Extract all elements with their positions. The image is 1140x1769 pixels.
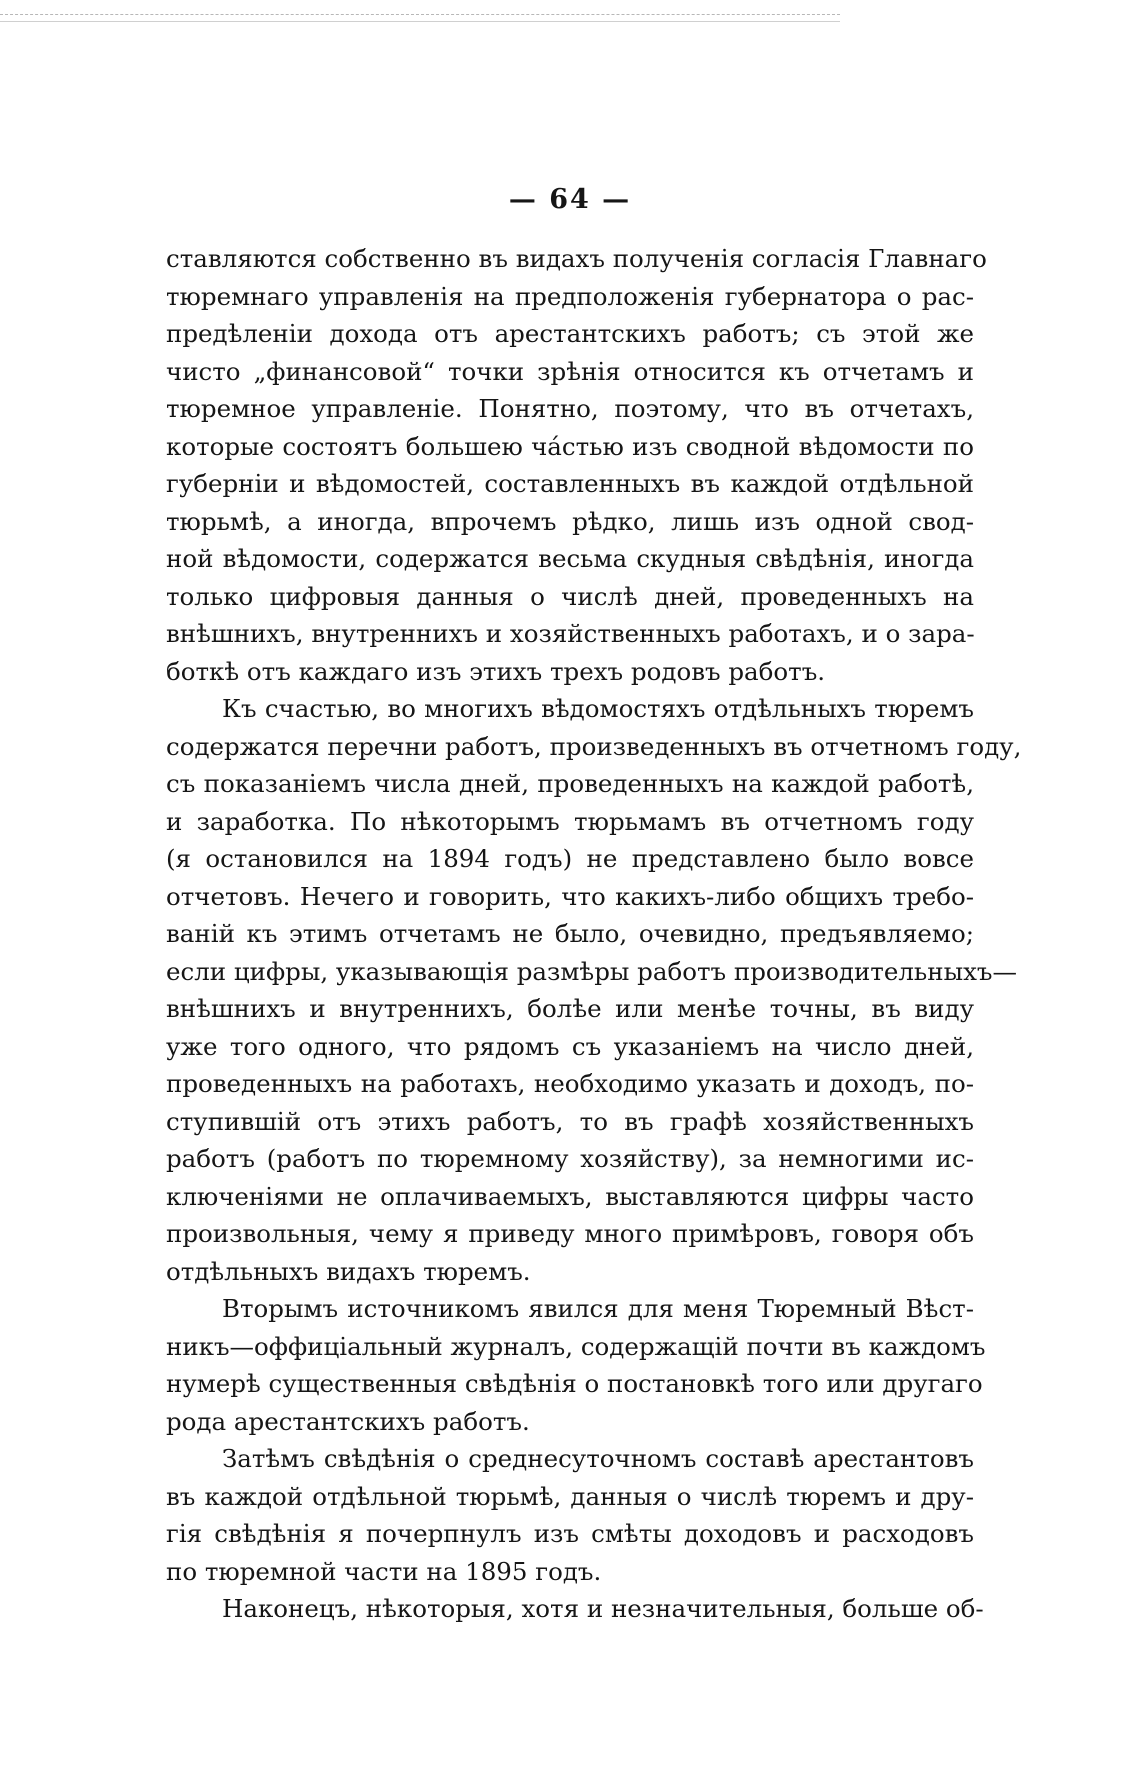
text-line: отчетовъ. Нечего и говорить, что какихъ-либо общихъ требо-	[166, 881, 974, 911]
text-line: работъ (работъ по тюремному хозяйству), за немногими ис-	[166, 1144, 974, 1173]
scan-edge-artifact	[0, 14, 840, 22]
text-line: только цифровыя данныя о числѣ дней, проведенныхъ на	[166, 581, 974, 611]
text-line: которые состоятъ большею ча́стью изъ сводной вѣдомости по	[166, 431, 974, 461]
text-line: ключеніями не оплачиваемыхъ, выставляются цифры часто	[166, 1181, 974, 1211]
text-line: ступившій отъ этихъ работъ, то въ графѣ хозяйственныхъ	[166, 1106, 974, 1136]
text-line: ной вѣдомости, содержатся весьма скудныя свѣдѣнія, иногда	[166, 544, 974, 573]
text-line: предѣленіи дохода отъ арестантскихъ работъ; съ этой же	[166, 319, 974, 348]
text-line: и заработка. По нѣкоторымъ тюрьмамъ въ отчетномъ году	[166, 806, 974, 836]
text-line: содержатся перечни работъ, произведенныхъ въ отчетномъ году,	[166, 731, 1022, 761]
paragraph-3	[166, 1290, 986, 1440]
text-line: нумерѣ существенныя свѣдѣнія о постановкѣ того или другаго	[166, 1369, 983, 1398]
text-line: въ каждой отдѣльной тюрьмѣ, данныя о числѣ тюремъ и дру-	[166, 1481, 974, 1511]
text-line: внѣшнихъ и внутреннихъ, болѣе или менѣе точны, въ виду	[166, 994, 974, 1023]
paragraph-5	[166, 1590, 984, 1628]
paragraph-1	[166, 240, 987, 690]
text-line: Вторымъ источникомъ явился для меня Тюремный Вѣст-	[222, 1294, 974, 1323]
paragraph-2	[166, 690, 1022, 1290]
text-line: губерніи и вѣдомостей, составленныхъ въ каждой отдѣльной	[166, 469, 974, 498]
text-line: ставляются собственно въ видахъ полученія согласія Главнаго	[166, 244, 987, 273]
text-line: по тюремной части на 1895 годъ.	[166, 1556, 602, 1586]
page-number: — 64 —	[508, 184, 632, 215]
text-line: произвольныя, чему я приведу много примѣровъ, говоря объ	[166, 1219, 974, 1248]
text-line: тюремное управленіе. Понятно, поэтому, что въ отчетахъ,	[166, 394, 974, 423]
text-line: тюрьмѣ, а иногда, впрочемъ рѣдко, лишь изъ одной свод-	[166, 506, 974, 536]
text-line: Наконецъ, нѣкоторыя, хотя и незначительныя, больше об-	[222, 1594, 984, 1623]
text-line: боткѣ отъ каждаго изъ этихъ трехъ родовъ работъ.	[166, 656, 826, 686]
text-line: Къ счастью, во многихъ вѣдомостяхъ отдѣльныхъ тюремъ	[222, 694, 974, 723]
page-body	[166, 240, 1022, 1628]
text-line: отдѣльныхъ видахъ тюремъ.	[166, 1256, 531, 1286]
text-line: рода арестантскихъ работъ.	[166, 1406, 530, 1436]
text-line: проведенныхъ на работахъ, необходимо указать и доходъ, по-	[166, 1069, 974, 1098]
text-line: никъ—оффиціальный журналъ, содержащій почти въ каждомъ	[166, 1331, 986, 1361]
text-line: внѣшнихъ, внутреннихъ и хозяйственныхъ работахъ, и о зара-	[166, 619, 975, 648]
text-line: ваній къ этимъ отчетамъ не было, очевидно, предъявляемо;	[166, 919, 974, 948]
text-line: тюремнаго управленія на предположенія губернатора о рас-	[166, 281, 974, 311]
text-line: уже того одного, что рядомъ съ указаніемъ на число дней,	[166, 1031, 974, 1061]
paragraph-4	[166, 1440, 974, 1590]
text-line: чисто „финансовой“ точки зрѣнія относится къ отчетамъ и	[166, 356, 974, 386]
text-line: Затѣмъ свѣдѣнія о среднесуточномъ составѣ арестантовъ	[222, 1444, 974, 1473]
text-line: (я остановился на 1894 годъ) не представлено было вовсе	[166, 844, 974, 873]
text-line: если цифры, указывающія размѣры работъ производительныхъ—	[166, 956, 1017, 986]
text-line: съ показаніемъ числа дней, проведенныхъ на каждой работѣ,	[166, 769, 974, 798]
text-line: гія свѣдѣнія я почерпнулъ изъ смѣты доходовъ и расходовъ	[166, 1519, 974, 1548]
